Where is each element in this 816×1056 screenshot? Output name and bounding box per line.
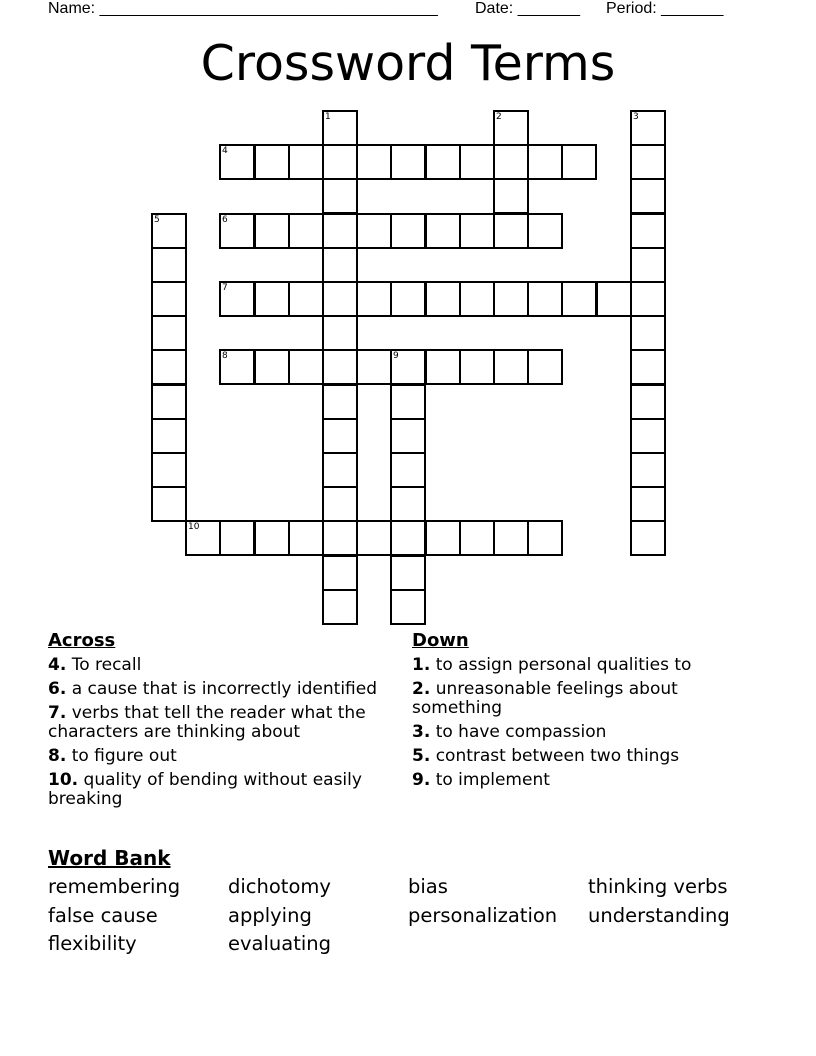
grid-cell[interactable] (630, 110, 666, 146)
cell-number: 1 (325, 112, 331, 122)
word-bank (48, 873, 768, 959)
grid-cell[interactable] (185, 520, 221, 556)
grid-cell[interactable] (390, 144, 426, 180)
clue-number: 8. (48, 746, 67, 766)
down-clue (412, 656, 732, 675)
grid-cell[interactable] (356, 520, 392, 556)
grid-cell[interactable] (288, 349, 324, 385)
grid-cell[interactable] (151, 247, 187, 283)
grid-cell[interactable] (630, 247, 666, 283)
grid-cell[interactable] (390, 418, 426, 454)
grid-cell[interactable] (322, 247, 358, 283)
grid-cell[interactable] (219, 144, 255, 180)
across-clue (48, 656, 393, 675)
cell-number: 6 (222, 215, 228, 225)
clue-text: verbs that tell the reader what the characters are thinking about (48, 703, 366, 742)
grid-cell[interactable] (390, 486, 426, 522)
word-bank-item: false cause (48, 903, 158, 927)
grid-cell[interactable] (322, 589, 358, 625)
cell-number: 3 (633, 112, 639, 122)
clue-text: unreasonable feelings about something (412, 679, 678, 718)
word-bank-item: remembering (48, 875, 181, 898)
grid-cell[interactable] (322, 384, 358, 420)
clue-text: quality of bending without easily breaking (48, 770, 362, 809)
grid-cell[interactable] (322, 281, 358, 317)
grid-cell[interactable] (322, 144, 358, 180)
period-label: Period: _______ (606, 0, 724, 17)
clue-text: to implement (430, 770, 550, 790)
grid-cell[interactable] (630, 486, 666, 522)
grid-cell[interactable] (288, 213, 324, 249)
clue-number: 4. (48, 655, 67, 675)
grid-cell[interactable] (390, 213, 426, 249)
grid-cell[interactable] (288, 520, 324, 556)
grid-cell[interactable] (459, 349, 495, 385)
grid-cell[interactable] (390, 589, 426, 625)
across-clue (48, 771, 393, 809)
cell-number: 5 (154, 215, 160, 225)
grid-cell[interactable] (322, 555, 358, 591)
grid-cell[interactable] (322, 349, 358, 385)
word-bank-item: bias (408, 875, 448, 898)
grid-cell[interactable] (151, 315, 187, 351)
grid-cell[interactable] (254, 144, 290, 180)
grid-cell[interactable] (561, 281, 597, 317)
across-heading: Across (48, 630, 116, 651)
clue-number: 3. (412, 722, 431, 742)
cell-number: 8 (222, 351, 228, 361)
grid-cell[interactable] (390, 349, 426, 385)
grid-cell[interactable] (288, 144, 324, 180)
grid-cell[interactable] (527, 144, 563, 180)
word-bank-item: evaluating (228, 932, 332, 955)
grid-cell[interactable] (527, 213, 563, 249)
word-bank-item: dichotomy (228, 875, 331, 898)
clue-number: 5. (412, 746, 431, 766)
grid-cell[interactable] (493, 349, 529, 385)
grid-cell[interactable] (390, 520, 426, 556)
grid-cell[interactable] (151, 349, 187, 385)
grid-cell[interactable] (219, 349, 255, 385)
grid-cell[interactable] (459, 213, 495, 249)
clue-text: to assign personal qualities to (430, 655, 692, 675)
grid-cell[interactable] (630, 384, 666, 420)
grid-cell[interactable] (425, 349, 461, 385)
grid-cell[interactable] (356, 281, 392, 317)
grid-cell[interactable] (151, 452, 187, 488)
grid-cell[interactable] (630, 213, 666, 249)
grid-cell[interactable] (630, 281, 666, 317)
grid-cell[interactable] (322, 178, 358, 214)
down-clue (412, 723, 732, 742)
grid-cell[interactable] (630, 452, 666, 488)
clue-text: to have compassion (430, 722, 607, 742)
grid-cell[interactable] (630, 349, 666, 385)
clue-number: 6. (48, 679, 67, 699)
grid-cell[interactable] (425, 281, 461, 317)
grid-cell[interactable] (356, 213, 392, 249)
grid-cell[interactable] (459, 520, 495, 556)
grid-cell[interactable] (322, 110, 358, 146)
clue-number: 7. (48, 703, 67, 723)
word-bank-item: understanding (588, 903, 730, 927)
grid-cell[interactable] (630, 144, 666, 180)
grid-cell[interactable] (527, 520, 563, 556)
grid-cell[interactable] (630, 520, 666, 556)
clue-text: contrast between two things (430, 746, 680, 766)
grid-cell[interactable] (254, 281, 290, 317)
grid-cell[interactable] (493, 520, 529, 556)
cell-number: 7 (222, 283, 228, 293)
grid-cell[interactable] (425, 213, 461, 249)
down-clue (412, 747, 732, 766)
grid-cell[interactable] (151, 418, 187, 454)
grid-cell[interactable] (151, 281, 187, 317)
word-bank-item: flexibility (48, 932, 137, 955)
grid-cell[interactable] (493, 281, 529, 317)
grid-cell[interactable] (390, 555, 426, 591)
across-clues (48, 656, 393, 814)
page-title: Crossword Terms (200, 35, 616, 92)
grid-cell[interactable] (390, 281, 426, 317)
clue-number: 9. (412, 770, 431, 790)
grid-cell[interactable] (322, 452, 358, 488)
grid-cell[interactable] (254, 520, 290, 556)
down-heading: Down (412, 630, 469, 651)
across-clue (48, 704, 393, 742)
cell-number: 2 (496, 112, 502, 122)
grid-cell[interactable] (390, 384, 426, 420)
grid-cell[interactable] (630, 418, 666, 454)
grid-cell[interactable] (527, 281, 563, 317)
clue-text: to figure out (66, 746, 177, 766)
down-clues (412, 656, 732, 795)
grid-cell[interactable] (459, 281, 495, 317)
grid-cell[interactable] (322, 418, 358, 454)
clue-text: To recall (66, 655, 142, 675)
clue-number: 2. (412, 679, 431, 699)
grid-cell[interactable] (322, 520, 358, 556)
grid-cell[interactable] (493, 213, 529, 249)
grid-cell[interactable] (493, 144, 529, 180)
grid-cell[interactable] (254, 349, 290, 385)
cell-number: 4 (222, 146, 228, 156)
word-bank-heading: Word Bank (48, 846, 171, 870)
grid-cell[interactable] (493, 178, 529, 214)
grid-cell[interactable] (219, 281, 255, 317)
name-label: Name: ______________________________________ (48, 0, 438, 17)
grid-cell[interactable] (630, 315, 666, 351)
grid-cell[interactable] (151, 213, 187, 249)
clue-text: a cause that is incorrectly identified (66, 679, 377, 699)
cell-number: 10 (188, 522, 200, 532)
grid-cell[interactable] (288, 281, 324, 317)
grid-cell[interactable] (390, 452, 426, 488)
grid-cell[interactable] (151, 486, 187, 522)
grid-cell[interactable] (254, 213, 290, 249)
word-bank-item: personalization (408, 903, 558, 927)
grid-cell[interactable] (322, 486, 358, 522)
grid-cell[interactable] (493, 110, 529, 146)
clue-number: 10. (48, 770, 79, 790)
grid-cell[interactable] (630, 178, 666, 214)
grid-cell[interactable] (425, 520, 461, 556)
date-label: Date: _______ (475, 0, 580, 17)
word-bank-item: thinking verbs (588, 875, 728, 898)
grid-cell[interactable] (356, 144, 392, 180)
grid-cell[interactable] (322, 315, 358, 351)
grid-cell[interactable] (219, 520, 255, 556)
grid-cell[interactable] (356, 349, 392, 385)
grid-cell[interactable] (596, 281, 632, 317)
grid-cell[interactable] (322, 213, 358, 249)
grid-cell[interactable] (527, 349, 563, 385)
clue-number: 1. (412, 655, 431, 675)
grid-cell[interactable] (219, 213, 255, 249)
down-clue (412, 771, 732, 790)
grid-cell[interactable] (459, 144, 495, 180)
word-bank-item: applying (228, 903, 312, 927)
across-clue (48, 747, 393, 766)
down-clue (412, 680, 732, 718)
grid-cell[interactable] (425, 144, 461, 180)
grid-cell[interactable] (151, 384, 187, 420)
across-clue (48, 680, 393, 699)
grid-cell[interactable] (561, 144, 597, 180)
cell-number: 9 (393, 351, 399, 361)
